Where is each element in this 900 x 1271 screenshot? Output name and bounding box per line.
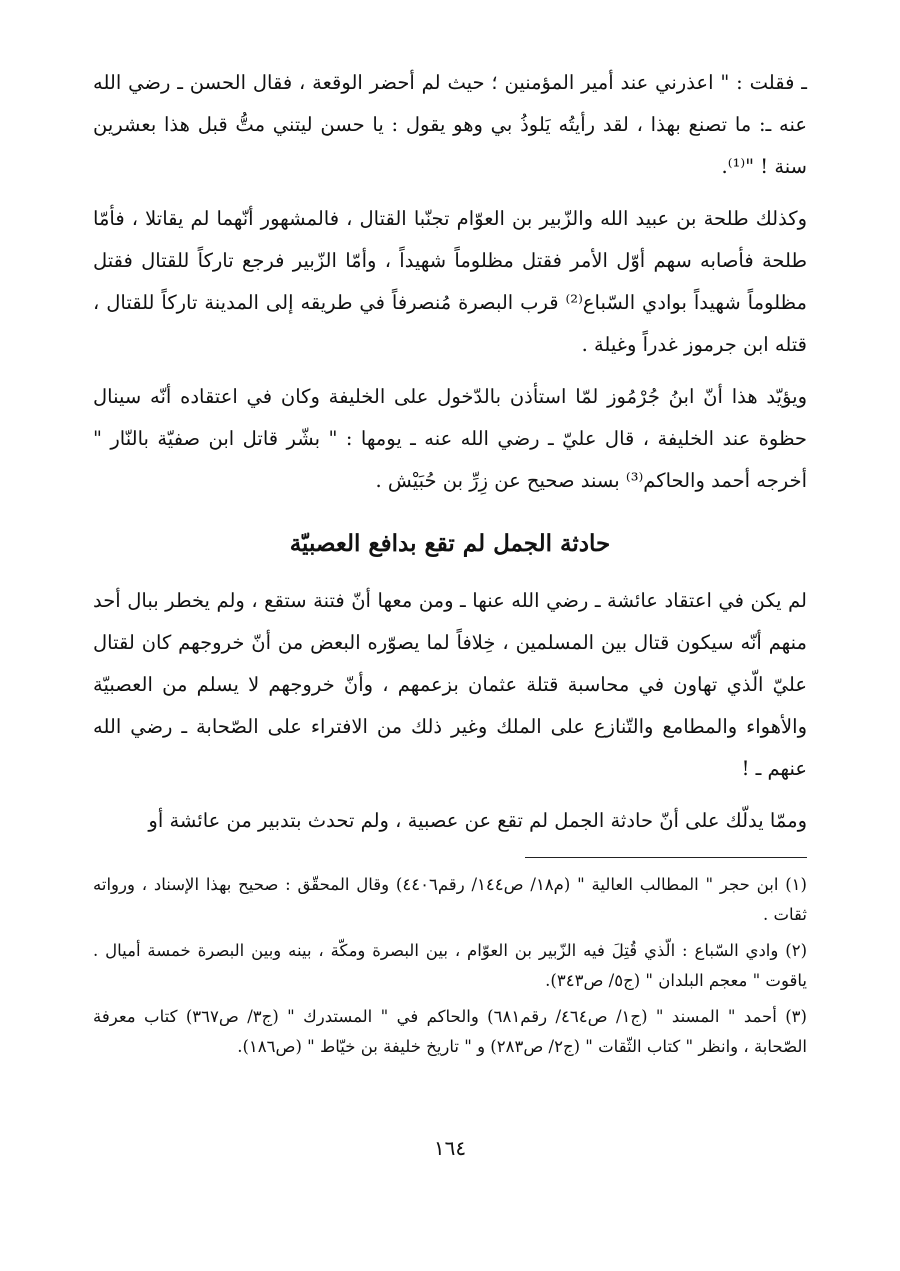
paragraph-3: ويؤيّد هذا أنّ ابنُ جُرْمُوز لمّا استأذن بالدّخول على الخليفة وكان في اعتقاده أنّه سينال حظوة عند الخليفة ، قال عليّ ـ رضي الله عنه ـ يومها : " بشّر قاتل ابن صفيّة بالنّار " أخرجه أحمد والحاكم⁽³⁾ بسند صحيح عن زِرِّ بن حُبَيْش . bbox=[93, 385, 807, 492]
footnotes bbox=[93, 870, 807, 1068]
footnote-separator bbox=[525, 857, 807, 858]
paragraph-5: وممّا يدلّك على أنّ حادثة الجمل لم تقع عن عصبية ، ولم تحدث بتدبير من عائشة أو bbox=[148, 809, 807, 832]
paragraph-4: لم يكن في اعتقاد عائشة ـ رضي الله عنها ـ ومن معها أنّ فتنة ستقع ، ولم يخطر ببال أحد منهم أنّه سيكون قتال بين المسلمين ، خِلافاً لما يصوّره البعض من أنّ خروجهم كان لقتال عليّ الّذي تهاون في محاسبة قتلة عثمان بزعمهم ، وأنّ خروجهم لا يسلم من العصبيّة والأهواء والمطامع والتّنازع على الملك وغير ذلك من الافتراء على الصّحابة ـ رضي الله عنهم ـ ! bbox=[93, 589, 807, 780]
footnote-1: (١) ابن حجر " المطالب العالية " (م١٨/ ص١٤٤/ رقم٤٤٠٦) وقال المحقّق : صحيح بهذا الإسناد ، ورواته ثقات . bbox=[93, 875, 807, 924]
footnote-2: (٢) وادي السّباع : الّذي قُتِلَ فيه الزّبير بن العوّام ، بين البصرة ومكّة ، بينه وبين البصرة خمسة أميال . ياقوت " معجم البلدان " (ج٥/ ص٣٤٣). bbox=[93, 941, 807, 990]
paragraph-1: ـ فقلت : " اعذرني عند أمير المؤمنين ؛ حيث لم أحضر الوقعة ، فقال الحسن ـ رضي الله عنه ـ: ما تصنع بهذا ، لقد رأيتُه يَلوذُ بي وهو يقول : يا حسن ليتني متُّ قبل هذا بعشرين سنة ! "⁽¹⁾. bbox=[93, 71, 807, 178]
section-heading: حادثة الجمل لم تقع بدافع العصبيّة bbox=[289, 530, 611, 557]
footnote-3: (٣) أحمد " المسند " (ج١/ ص٤٦٤/ رقم٦٨١) والحاكم في " المستدرك " (ج٣/ ص٣٦٧) كتاب معرفة الصّحابة ، وانظر " كتاب الثّقات " (ج٢/ ص٢٨٣) و " تاريخ خليفة بن خيّاط " (ص١٨٦). bbox=[93, 1007, 807, 1056]
page-body bbox=[93, 62, 807, 842]
page-number: ١٦٤ bbox=[433, 1136, 467, 1160]
paragraph-2: وكذلك طلحة بن عبيد الله والزّبير بن العوّام تجنّبا القتال ، فالمشهور أنّهما لم يقاتلا ، فأمّا طلحة فأصابه سهم أوّل الأمر فقتل مظلوماً شهيداً ، وأمّا الزّبير فرجع تاركاً للقتال فقتل مظلوماً شهيداً بوادي السّباع⁽²⁾ قرب البصرة مُنصرفاً في طريقه إلى المدينة تاركاً للقتال ، قتله ابن جرموز غدراً وغيلة . bbox=[93, 207, 807, 356]
